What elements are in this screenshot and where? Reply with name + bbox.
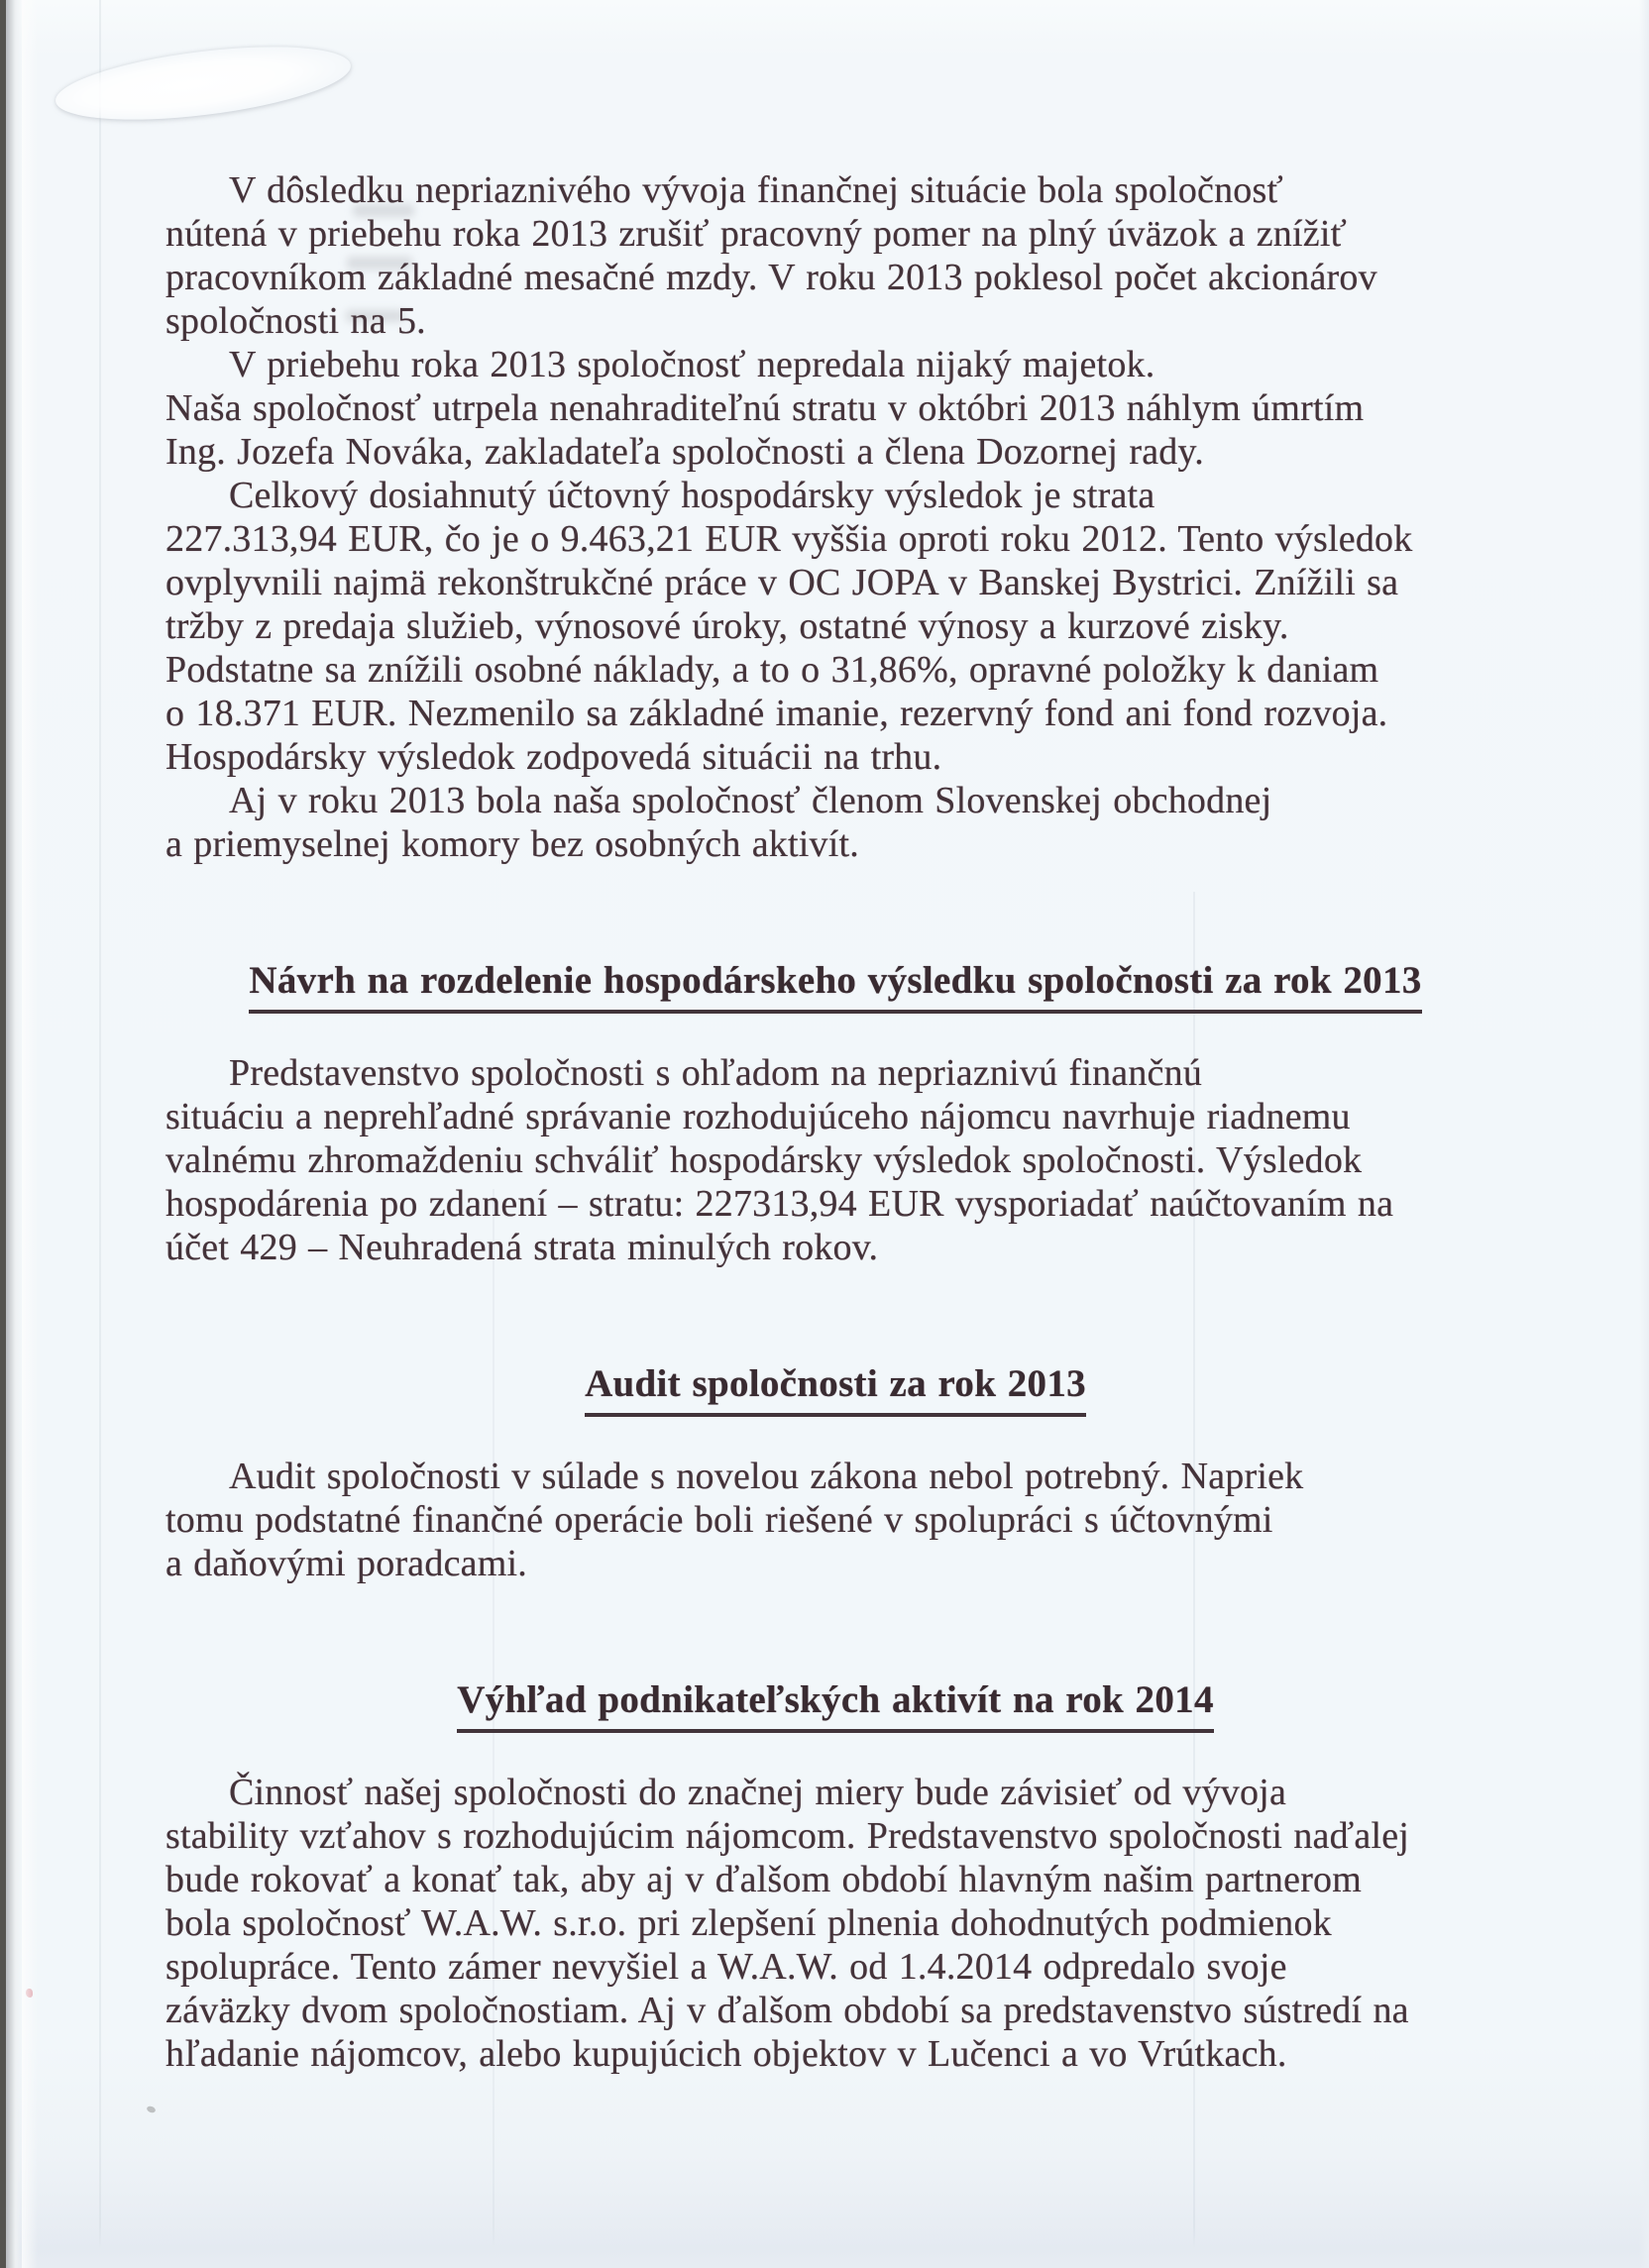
paper-crease-line [99, 0, 101, 2268]
page-left-edge-highlight [22, 0, 38, 2268]
text-line: tomu podstatné finančné operácie boli riešené v spolupráci s účtovnými [165, 1499, 1273, 1541]
page-left-edge-shadow [6, 0, 22, 2268]
ink-speck [146, 2106, 157, 2114]
text-line: tržby z predaja služieb, výnosové úroky, ostatné výnosy a kurzové zisky. [165, 605, 1289, 647]
text-line: V dôsledku nepriaznivého vývoja finančnej situácie bola spoločnosť [229, 169, 1283, 211]
text-line: a priemyselnej komory bez osobných aktivít. [165, 823, 859, 865]
paragraph [165, 474, 1505, 779]
section-heading [165, 1674, 1505, 1733]
paragraph [165, 343, 1505, 474]
paragraph [165, 1771, 1505, 2076]
text-line: Činnosť našej spoločnosti do značnej miery bude závisieť od vývoja [229, 1772, 1287, 1813]
section-heading [165, 955, 1505, 1014]
text-line: valnému zhromaždeniu schváliť hospodársky výsledok spoločnosti. Výsledok [165, 1139, 1363, 1181]
text-line: hľadanie nájomcov, alebo kupujúcich objektov v Lučenci a vo Vrútkach. [165, 2033, 1287, 2075]
text-line: o 18.371 EUR. Nezmenilo sa základné imanie, rezervný fond ani fond rozvoja. [165, 693, 1388, 734]
text-line: nútená v priebehu roka 2013 zrušiť pracovný pomer na plný úväzok a znížiť [165, 213, 1348, 255]
text-line: Predstavenstvo spoločnosti s ohľadom na nepriaznivú finančnú [229, 1052, 1203, 1094]
document-content [165, 168, 1505, 2076]
paragraph [165, 1051, 1505, 1269]
section-heading-text: Audit spoločnosti za rok 2013 [585, 1358, 1086, 1417]
section-heading-text: Výhľad podnikateľských aktivít na rok 2014 [457, 1674, 1214, 1733]
text-line: spolupráce. Tento zámer nevyšiel a W.A.W. od 1.4.2014 odpredalo svoje [165, 1946, 1287, 1988]
text-line: Audit spoločnosti v súlade s novelou zákona nebol potrebný. Napriek [229, 1456, 1304, 1497]
page-right-edge-shadow [1639, 0, 1649, 2268]
section-heading-text: Návrh na rozdelenie hospodárskeho výsledku spoločnosti za rok 2013 [249, 955, 1421, 1014]
text-line: Celkový dosiahnutý účtovný hospodársky výsledok je strata [229, 475, 1155, 516]
text-line: a daňovými poradcami. [165, 1543, 527, 1584]
text-line: situáciu a neprehľadné správanie rozhodujúceho nájomcu navrhuje riadnemu [165, 1096, 1351, 1137]
section-heading [165, 1358, 1505, 1417]
text-line: ovplyvnili najmä rekonštrukčné práce v OC JOPA v Banskej Bystrici. Znížili sa [165, 562, 1399, 603]
text-line: 227.313,94 EUR, čo je o 9.463,21 EUR vyššia oproti roku 2012. Tento výsledok [165, 518, 1413, 560]
text-line: bude rokovať a konať tak, aby aj v ďalšom období hlavným našim partnerom [165, 1859, 1363, 1900]
text-line: Ing. Jozefa Nováka, zakladateľa spoločnosti a člena Dozornej rady. [165, 431, 1204, 473]
paragraph [165, 1455, 1505, 1585]
text-line: Podstatne sa znížili osobné náklady, a to o 31,86%, opravné položky k daniam [165, 649, 1379, 691]
text-line: Hospodársky výsledok zodpovedá situácii na trhu. [165, 736, 942, 778]
text-line: stability vzťahov s rozhodujúcim nájomcom. Predstavenstvo spoločnosti naďalej [165, 1815, 1410, 1857]
paragraph [165, 168, 1505, 343]
text-line: Naša spoločnosť utrpela nenahraditeľnú stratu v októbri 2013 náhlym úmrtím [165, 387, 1365, 429]
text-line: záväzky dvom spoločnostiam. Aj v ďalšom období sa predstavenstvo sústredí na [165, 1990, 1409, 2031]
text-line: hospodárenia po zdanení – stratu: 227313,94 EUR vysporiadať naúčtovaním na [165, 1183, 1394, 1225]
text-line: Aj v roku 2013 bola naša spoločnosť členom Slovenskej obchodnej [229, 780, 1272, 821]
text-line: účet 429 – Neuhradená strata minulých rokov. [165, 1227, 879, 1268]
scan-bottom-shadow [0, 2226, 1649, 2268]
text-line: pracovníkom základné mesačné mzdy. V roku 2013 poklesol počet akcionárov [165, 257, 1377, 298]
text-line: V priebehu roka 2013 spoločnosť nepredala nijaký majetok. [229, 344, 1155, 385]
paper-crease [52, 34, 355, 133]
text-line: bola spoločnosť W.A.W. s.r.o. pri zlepšení plnenia dohodnutých podmienok [165, 1902, 1332, 1944]
paragraph [165, 779, 1505, 866]
text-line: spoločnosti na 5. [165, 300, 426, 342]
